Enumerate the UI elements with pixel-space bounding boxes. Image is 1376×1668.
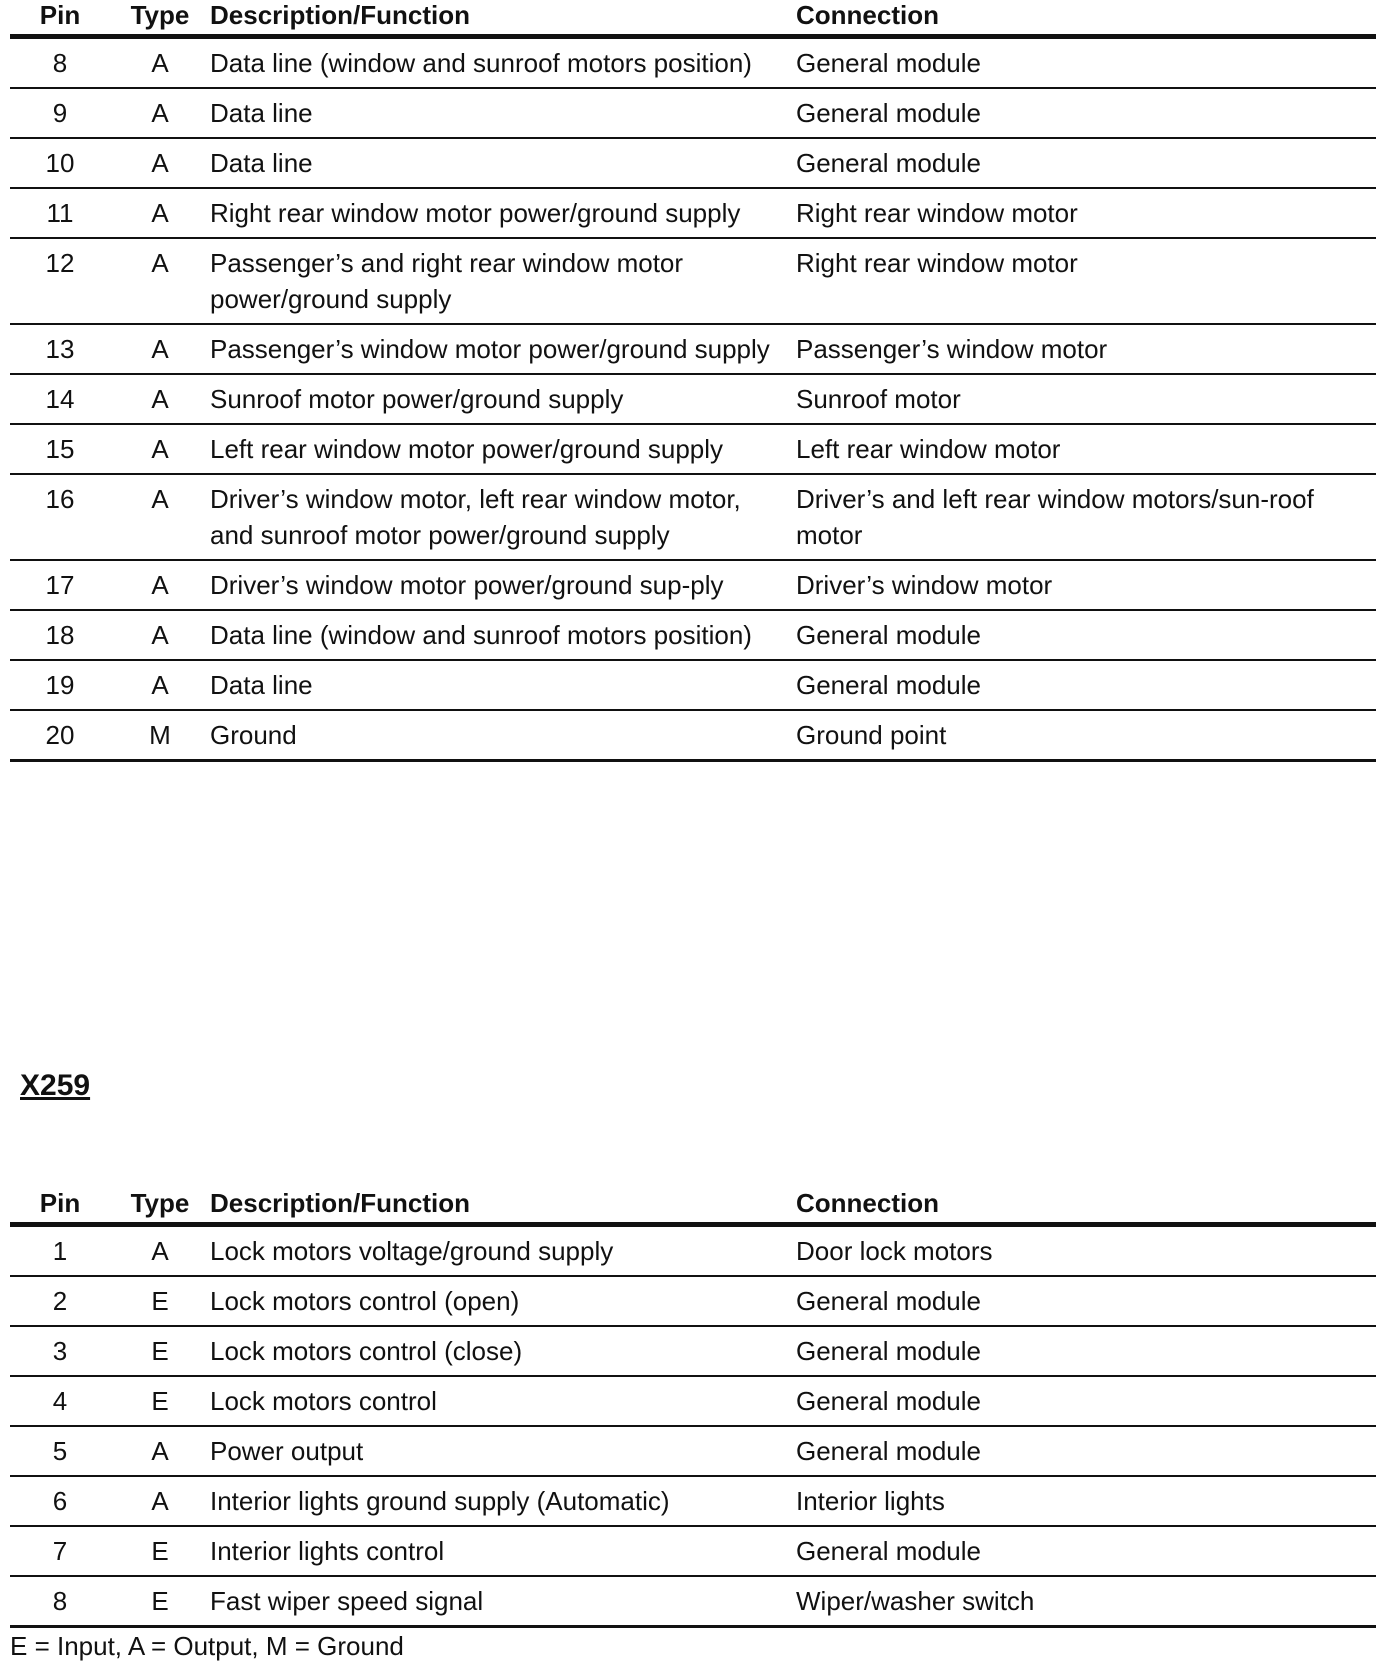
pin-cell: 20 — [10, 710, 110, 761]
type-cell: A — [110, 324, 210, 374]
connection-cell: General module — [796, 1326, 1376, 1376]
pin-cell: 7 — [10, 1526, 110, 1576]
description-cell: Ground — [210, 710, 796, 761]
description-cell: Driver’s window motor power/ground sup-ply — [210, 560, 796, 610]
type-cell: A — [110, 138, 210, 188]
description-cell: Data line — [210, 660, 796, 710]
pin-cell: 9 — [10, 88, 110, 138]
pin-cell: 12 — [10, 238, 110, 324]
table-header-row — [10, 0, 1376, 37]
table-row — [10, 424, 1376, 474]
description-cell: Right rear window motor power/ground supply — [210, 188, 796, 238]
pin-cell: 6 — [10, 1476, 110, 1526]
table-row — [10, 560, 1376, 610]
table-header-row — [10, 1188, 1376, 1225]
type-cell: A — [110, 1476, 210, 1526]
type-cell: E — [110, 1376, 210, 1426]
header-connection: Connection — [796, 0, 1376, 37]
type-cell: E — [110, 1576, 210, 1627]
type-cell: A — [110, 424, 210, 474]
table-row — [10, 374, 1376, 424]
table-row — [10, 1576, 1376, 1627]
type-cell: E — [110, 1276, 210, 1326]
header-description: Description/Function — [210, 0, 796, 37]
connection-cell: Ground point — [796, 710, 1376, 761]
connection-cell: General module — [796, 1526, 1376, 1576]
header-pin: Pin — [10, 1188, 110, 1225]
pin-cell: 11 — [10, 188, 110, 238]
type-cell: A — [110, 88, 210, 138]
table-row — [10, 1326, 1376, 1376]
table-row — [10, 138, 1376, 188]
connection-cell: Driver’s and left rear window motors/sun-roof motor — [796, 474, 1376, 560]
description-cell: Data line — [210, 88, 796, 138]
pin-cell: 19 — [10, 660, 110, 710]
description-cell: Data line (window and sunroof motors position) — [210, 610, 796, 660]
connection-cell: Sunroof motor — [796, 374, 1376, 424]
header-connection: Connection — [796, 1188, 1376, 1225]
connection-cell: General module — [796, 138, 1376, 188]
table-row — [10, 324, 1376, 374]
pin-table-1 — [10, 0, 1376, 762]
table-row — [10, 1225, 1376, 1277]
connection-cell: Interior lights — [796, 1476, 1376, 1526]
description-cell: Lock motors control (close) — [210, 1326, 796, 1376]
type-cell: A — [110, 560, 210, 610]
pin-cell: 18 — [10, 610, 110, 660]
header-pin: Pin — [10, 0, 110, 37]
type-cell: E — [110, 1526, 210, 1576]
description-cell: Data line (window and sunroof motors position) — [210, 37, 796, 89]
connection-cell: Right rear window motor — [796, 188, 1376, 238]
type-cell: A — [110, 37, 210, 89]
pin-cell: 4 — [10, 1376, 110, 1426]
pin-cell: 14 — [10, 374, 110, 424]
description-cell: Lock motors control — [210, 1376, 796, 1426]
pin-table-2 — [10, 1188, 1376, 1628]
connection-cell: General module — [796, 1376, 1376, 1426]
pin-cell: 8 — [10, 1576, 110, 1627]
type-cell: A — [110, 1225, 210, 1277]
description-cell: Sunroof motor power/ground supply — [210, 374, 796, 424]
table-row — [10, 1526, 1376, 1576]
pin-cell: 10 — [10, 138, 110, 188]
type-cell: A — [110, 660, 210, 710]
connection-cell: Door lock motors — [796, 1225, 1376, 1277]
table-row — [10, 610, 1376, 660]
type-cell: A — [110, 610, 210, 660]
table-row — [10, 88, 1376, 138]
type-cell: E — [110, 1326, 210, 1376]
pin-cell: 1 — [10, 1225, 110, 1277]
connection-cell: General module — [796, 37, 1376, 89]
connection-cell: General module — [796, 1276, 1376, 1326]
pin-cell: 3 — [10, 1326, 110, 1376]
type-cell: A — [110, 474, 210, 560]
description-cell: Driver’s window motor, left rear window motor, and sunroof motor power/ground supply — [210, 474, 796, 560]
description-cell: Fast wiper speed signal — [210, 1576, 796, 1627]
type-cell: M — [110, 710, 210, 761]
pin-cell: 16 — [10, 474, 110, 560]
table-row — [10, 1276, 1376, 1326]
header-type: Type — [110, 1188, 210, 1225]
description-cell: Power output — [210, 1426, 796, 1476]
description-cell: Lock motors voltage/ground supply — [210, 1225, 796, 1277]
pin-cell: 17 — [10, 560, 110, 610]
connection-cell: General module — [796, 88, 1376, 138]
pin-cell: 15 — [10, 424, 110, 474]
connection-cell: Driver’s window motor — [796, 560, 1376, 610]
type-cell: A — [110, 188, 210, 238]
pin-cell: 13 — [10, 324, 110, 374]
type-legend: E = Input, A = Output, M = Ground — [10, 1631, 404, 1661]
table-row — [10, 37, 1376, 89]
table-body — [10, 1225, 1376, 1627]
pin-cell: 2 — [10, 1276, 110, 1326]
header-description: Description/Function — [210, 1188, 796, 1225]
table-row — [10, 1476, 1376, 1526]
description-cell: Left rear window motor power/ground supply — [210, 424, 796, 474]
description-cell: Interior lights ground supply (Automatic) — [210, 1476, 796, 1526]
table-row — [10, 1376, 1376, 1426]
type-cell: A — [110, 238, 210, 324]
table-row — [10, 710, 1376, 761]
connection-cell: Right rear window motor — [796, 238, 1376, 324]
description-cell: Data line — [210, 138, 796, 188]
connection-cell: General module — [796, 660, 1376, 710]
table-row — [10, 238, 1376, 324]
table-body — [10, 37, 1376, 761]
table-row — [10, 188, 1376, 238]
connection-cell: Passenger’s window motor — [796, 324, 1376, 374]
description-cell: Interior lights control — [210, 1526, 796, 1576]
description-cell: Lock motors control (open) — [210, 1276, 796, 1326]
type-cell: A — [110, 1426, 210, 1476]
table-row — [10, 660, 1376, 710]
description-cell: Passenger’s window motor power/ground supply — [210, 324, 796, 374]
pin-cell: 5 — [10, 1426, 110, 1476]
connection-cell: Wiper/washer switch — [796, 1576, 1376, 1627]
connection-cell: Left rear window motor — [796, 424, 1376, 474]
connection-cell: General module — [796, 610, 1376, 660]
table-row — [10, 1426, 1376, 1476]
connection-cell: General module — [796, 1426, 1376, 1476]
section-title-x259: X259 — [20, 1069, 91, 1102]
header-type: Type — [110, 0, 210, 37]
description-cell: Passenger’s and right rear window motor power/ground supply — [210, 238, 796, 324]
type-cell: A — [110, 374, 210, 424]
pin-cell: 8 — [10, 37, 110, 89]
table-row — [10, 474, 1376, 560]
